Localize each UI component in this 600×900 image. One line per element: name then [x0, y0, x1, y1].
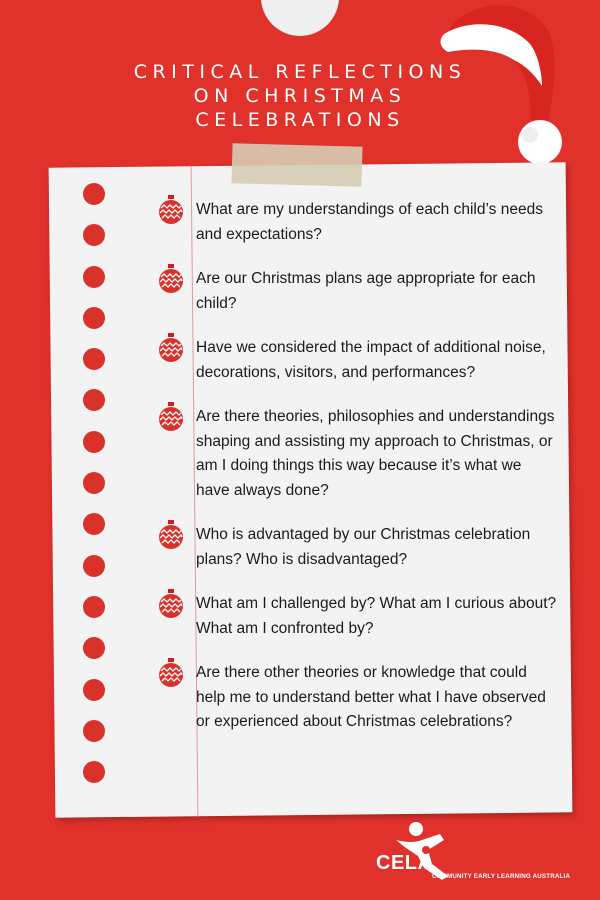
- logo-name: CELA: [376, 852, 433, 874]
- binder-hole: [83, 266, 105, 288]
- binder-hole: [83, 389, 105, 411]
- question-text: Are our Christmas plans age appropriate for each child?: [196, 270, 536, 312]
- binder-hole: [83, 472, 105, 494]
- title-line-2: ON CHRISTMAS: [193, 85, 407, 107]
- christmas-ornament-icon: [158, 333, 184, 363]
- question-text: Are there other theories or knowledge that could help me to understand better what I have observed or experienced about Christmas celebrations?: [196, 664, 546, 730]
- binder-hole: [83, 431, 105, 453]
- christmas-ornament-icon: [158, 264, 184, 294]
- cela-logo: [370, 820, 570, 890]
- list-item: [158, 592, 558, 641]
- christmas-ornament-icon: [158, 520, 184, 550]
- christmas-ornament-icon: [158, 589, 184, 619]
- list-item: [158, 523, 558, 572]
- binder-hole: [83, 183, 105, 205]
- list-item: [158, 405, 558, 503]
- binder-hole: [83, 761, 105, 783]
- binder-hole: [83, 596, 105, 618]
- question-text: What are my understandings of each child’s needs and expectations?: [196, 201, 543, 243]
- hanging-circle: [261, 0, 339, 36]
- christmas-ornament-icon: [158, 402, 184, 432]
- question-text: Are there theories, philosophies and understandings shaping and assisting my approach to Christmas, or am I doing things this way because it’s what we have always done?: [196, 408, 555, 499]
- tape: [231, 143, 362, 186]
- list-item: [158, 336, 558, 385]
- question-text: Have we considered the impact of additional noise, decorations, visitors, and performances?: [196, 339, 546, 381]
- logo-subtitle: COMMUNITY EARLY LEARNING AUSTRALIA: [432, 873, 571, 880]
- binder-hole: [83, 348, 105, 370]
- title-line-3: CELEBRATIONS: [195, 109, 405, 131]
- question-text: Who is advantaged by our Christmas celebration plans? Who is disadvantaged?: [196, 526, 531, 568]
- questions-list: [158, 198, 558, 755]
- binder-hole: [83, 513, 105, 535]
- binder-hole: [83, 720, 105, 742]
- binder-holes: [83, 183, 105, 802]
- list-item: [158, 661, 558, 735]
- christmas-ornament-icon: [158, 195, 184, 225]
- christmas-ornament-icon: [158, 658, 184, 688]
- title-line-1: CRITICAL REFLECTIONS: [133, 61, 467, 83]
- binder-hole: [83, 307, 105, 329]
- binder-hole: [83, 637, 105, 659]
- binder-hole: [83, 224, 105, 246]
- list-item: [158, 267, 558, 316]
- list-item: [158, 198, 558, 247]
- santa-hat-icon: [430, 0, 600, 170]
- binder-hole: [83, 555, 105, 577]
- binder-hole: [83, 679, 105, 701]
- question-text: What am I challenged by? What am I curious about? What am I confronted by?: [196, 595, 557, 637]
